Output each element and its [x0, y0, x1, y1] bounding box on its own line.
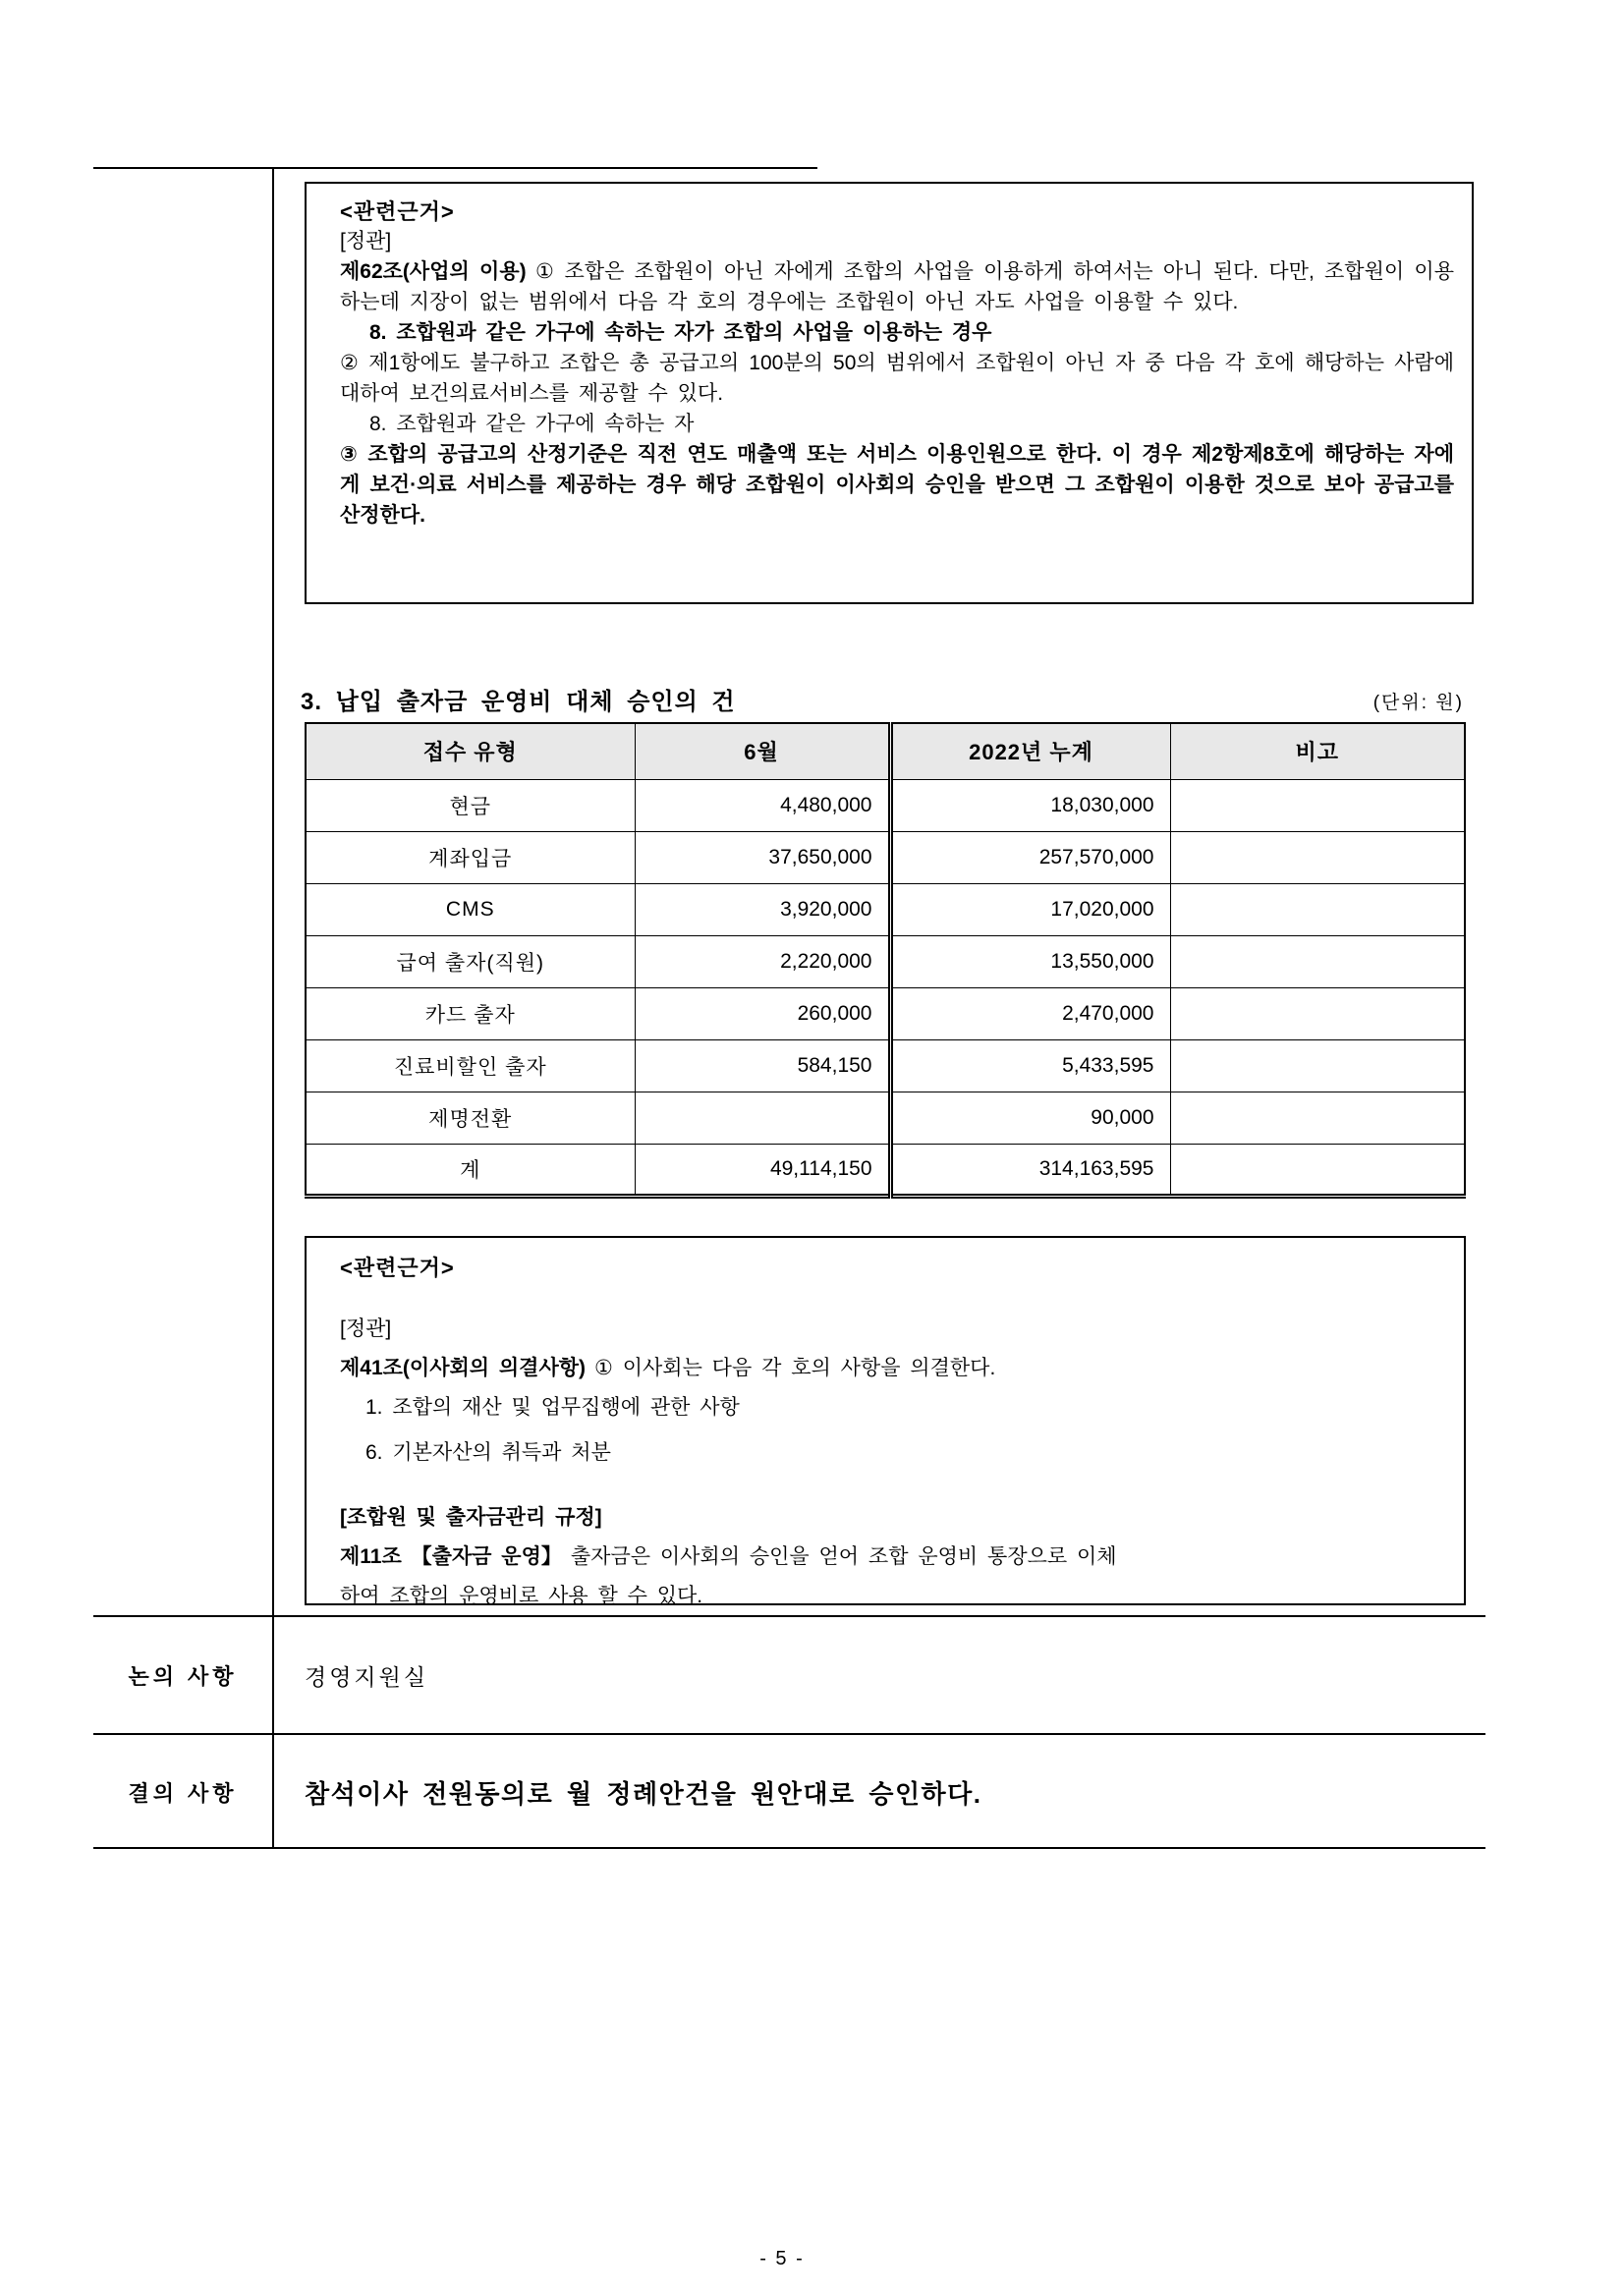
cell-june: 2,220,000 — [635, 935, 890, 987]
article-62-clause-3: ③ 조합의 공급고의 산정기준은 직전 연도 매출액 또는 서비스 이용인원으로 한다. 이 경우 제2항제8호에 해당하는 자에게 보건·의료 서비스를 제공하는 경우 해당 조합원이 이사회의 승인을 받으면 그 조합원이 이용한 것으로 보아 공급고를 산정한다. — [340, 443, 1454, 527]
table-row — [306, 935, 1465, 987]
cell-type: CMS — [306, 883, 635, 935]
cell-type: 제명전환 — [306, 1092, 635, 1144]
cell-type: 카드 출자 — [306, 987, 635, 1039]
header-receipt-type: 접수 유형 — [306, 723, 635, 779]
header-june: 6월 — [635, 723, 890, 779]
table-row — [306, 987, 1465, 1039]
bylaws-label: [정관] — [340, 230, 392, 252]
resolution-row-content: 참석이사 전원동의로 월 정례안건을 원안대로 승인하다. — [305, 1778, 982, 1809]
cell-note — [1170, 831, 1465, 883]
article-62-clause-2-item-8: 8. 조합원과 같은 가구에 속하는 자 — [369, 413, 695, 435]
cell-cumulative: 17,020,000 — [890, 883, 1170, 935]
cell-cumulative: 90,000 — [890, 1092, 1170, 1144]
article-41-item-1: 1. 조합의 재산 및 업무집행에 관한 사항 — [365, 1396, 740, 1419]
cell-cumulative: 18,030,000 — [890, 779, 1170, 831]
cell-type: 현금 — [306, 779, 635, 831]
article-11-title: 제11조 【출자금 운영】 — [340, 1545, 562, 1568]
outer-table-column-divider — [272, 167, 274, 1849]
bylaws-label-2: [정관] — [340, 1317, 392, 1340]
cell-note — [1170, 1144, 1465, 1196]
cell-june: 3,920,000 — [635, 883, 890, 935]
cell-cumulative: 2,470,000 — [890, 987, 1170, 1039]
cell-note — [1170, 935, 1465, 987]
capital-transfer-table — [305, 722, 1466, 1199]
table-row — [306, 1039, 1465, 1092]
table-row — [306, 831, 1465, 883]
cell-note — [1170, 779, 1465, 831]
reference-box-1 — [305, 182, 1474, 604]
cell-cumulative: 5,433,595 — [890, 1039, 1170, 1092]
article-11-body-line2: 하여 조합의 운영비로 사용 할 수 있다. — [340, 1585, 703, 1607]
cell-june: 37,650,000 — [635, 831, 890, 883]
discussion-row-label: 논의 사항 — [128, 1663, 238, 1689]
agenda-3-title: 3. 납입 출자금 운영비 대체 승인의 건 — [301, 689, 736, 715]
article-62-body: ① 조합은 조합원이 아닌 자에게 조합의 사업을 이용하게 하여서는 아니 된다. 다만, 조합원이 이용하는데 지장이 없는 범위에서 다음 각 호의 경우에는 조합원이 아닌 자도 사업을 이용할 수 있다. — [340, 260, 1454, 313]
article-41-item-6: 6. 기본자산의 취득과 처분 — [365, 1441, 611, 1464]
cell-june: 584,150 — [635, 1039, 890, 1092]
table-header-row — [306, 723, 1465, 779]
table-row — [306, 883, 1465, 935]
cell-cumulative: 314,163,595 — [890, 1144, 1170, 1196]
cell-june: 4,480,000 — [635, 779, 890, 831]
cell-note — [1170, 883, 1465, 935]
cell-june — [635, 1092, 890, 1144]
header-note: 비고 — [1170, 723, 1465, 779]
cell-june: 49,114,150 — [635, 1144, 890, 1196]
reference-box-2 — [305, 1236, 1466, 1605]
article-11-paragraph — [340, 1538, 1446, 1577]
page-number: - 5 - — [759, 2248, 805, 2269]
article-41-body: ① 이사회는 다음 각 호의 사항을 의결한다. — [594, 1357, 996, 1379]
article-62-clause-2: ② 제1항에도 불구하고 조합은 총 공급고의 100분의 50의 범위에서 조합원이 아닌 자 중 다음 각 호에 해당하는 사람에 대하여 보건의료서비스를 제공할 수 있다. — [340, 352, 1454, 405]
table-total-row — [306, 1144, 1465, 1196]
cell-type: 급여 출자(직원) — [306, 935, 635, 987]
cell-june: 260,000 — [635, 987, 890, 1039]
cell-cumulative: 257,570,000 — [890, 831, 1170, 883]
cell-cumulative: 13,550,000 — [890, 935, 1170, 987]
article-11-body-line1: 출자금은 이사회의 승인을 얻어 조합 운영비 통장으로 이체 — [570, 1545, 1117, 1568]
resolution-row-label: 결의 사항 — [128, 1780, 238, 1806]
table-row — [306, 1092, 1465, 1144]
article-62-item-8: 8. 조합원과 같은 가구에 속하는 자가 조합의 사업을 이용하는 경우 — [369, 321, 992, 344]
discussion-row-content: 경영지원실 — [305, 1663, 429, 1690]
spacer — [340, 1473, 1446, 1498]
cell-note — [1170, 1092, 1465, 1144]
cell-note — [1170, 1039, 1465, 1092]
article-62-title: 제62조(사업의 이용) — [340, 260, 527, 283]
reference-box-2-title: <관련근거> — [340, 1256, 455, 1280]
cell-type: 계 — [306, 1144, 635, 1196]
reference-box-1-title: <관련근거> — [340, 199, 455, 224]
article-41-title: 제41조(이사회의 의결사항) — [340, 1357, 587, 1379]
header-2022-cumulative: 2022년 누계 — [890, 723, 1170, 779]
regulation-label: [조합원 및 출자금관리 규정] — [340, 1506, 602, 1529]
cell-type: 계좌입금 — [306, 831, 635, 883]
article-41-paragraph — [340, 1349, 1446, 1388]
cell-note — [1170, 987, 1465, 1039]
unit-note: (단위: 원) — [1372, 693, 1464, 713]
cell-type: 진료비할인 출자 — [306, 1039, 635, 1092]
outer-table-top-border — [93, 167, 817, 169]
article-62-paragraph — [340, 256, 1454, 317]
table-row — [306, 779, 1465, 831]
